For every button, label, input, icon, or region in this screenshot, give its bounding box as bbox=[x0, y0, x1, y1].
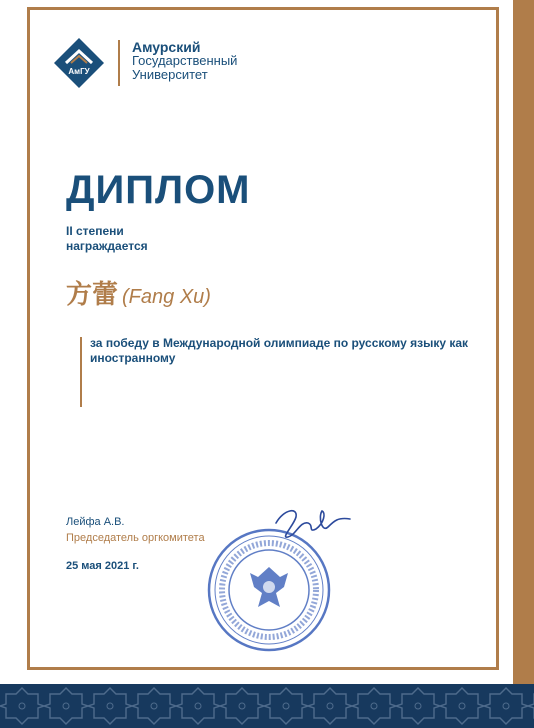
signature-scribble-icon bbox=[270, 503, 356, 543]
university-name bbox=[132, 40, 237, 82]
university-emblem-icon bbox=[52, 36, 106, 90]
degree-text: II степени bbox=[66, 224, 124, 238]
reason-accent-bar bbox=[80, 337, 82, 407]
award-reason: за победу в Международной олимпиаде по русскому языку как иностранному bbox=[90, 336, 469, 365]
diploma-title: ДИПЛОМ bbox=[66, 168, 251, 212]
recipient-name bbox=[66, 274, 211, 311]
awarded-text: награждается bbox=[66, 239, 148, 253]
university-logo bbox=[52, 36, 282, 92]
signer-name: Лейфа А.В. bbox=[66, 516, 125, 528]
university-name-line3: Университет bbox=[132, 67, 208, 82]
issue-date: 25 мая 2021 г. bbox=[66, 560, 139, 572]
signer-role: Председатель оргкомитета bbox=[66, 532, 205, 544]
recipient-name-chinese: 方蕾 bbox=[66, 279, 119, 309]
degree-block bbox=[66, 224, 148, 254]
logo-mark-text: АмГУ bbox=[68, 67, 90, 76]
side-decor-strip bbox=[513, 0, 534, 684]
university-name-line2: Государственный bbox=[132, 53, 238, 68]
official-seal-icon bbox=[206, 527, 332, 653]
logo-divider bbox=[118, 40, 120, 86]
university-name-line1: Амурский bbox=[132, 39, 201, 55]
footer-ornament-band bbox=[0, 684, 534, 728]
recipient-name-latin: (Fang Xu) bbox=[122, 286, 211, 308]
